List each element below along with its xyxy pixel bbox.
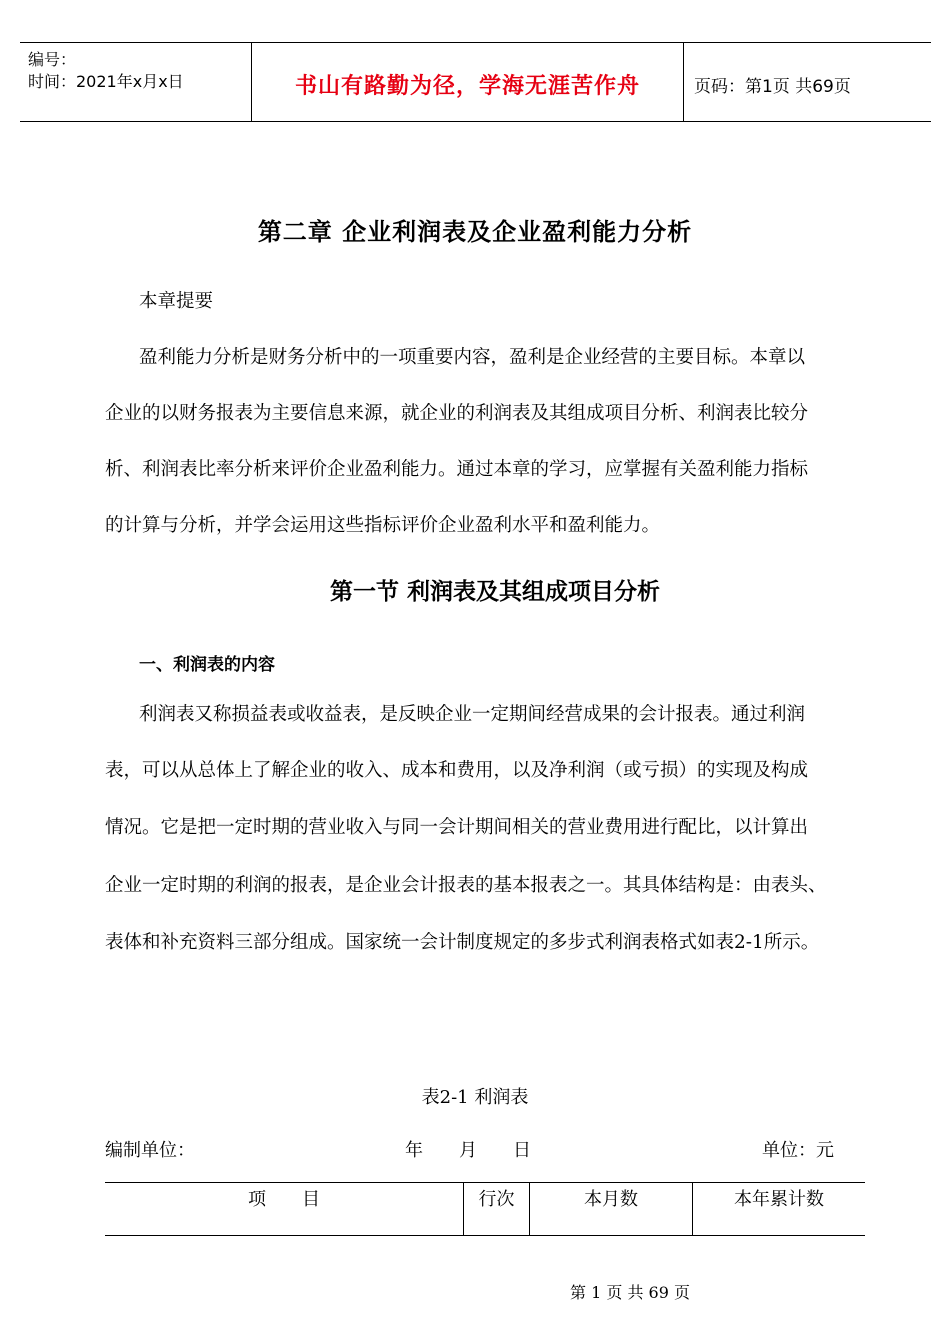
chapter-title: 第二章 企业利润表及企业盈利能力分析	[257, 218, 693, 246]
motto: 书山有路勤为径，学海无涯苦作舟	[294, 74, 640, 99]
header-info-cell	[20, 43, 252, 121]
page-header	[20, 42, 931, 122]
table-caption: 表2-1 利润表	[421, 1087, 529, 1108]
time-label: 时间：2021年x月x日	[28, 72, 184, 91]
income-statement-table	[105, 1182, 865, 1236]
col-header-line-no: 行次	[478, 1189, 515, 1210]
summary-line: 析、利润表比率分析来评价企业盈利能力。通过本章的学习，应掌握有关盈利能力指标	[105, 459, 809, 480]
page-info: 页码：第1页 共69页	[694, 77, 851, 97]
body-line: 表，可以从总体上了解企业的收入、成本和费用，以及净利润（或亏损）的实现及构成	[105, 760, 809, 781]
section-title: 第一节 利润表及其组成项目分析	[329, 579, 660, 605]
code-label: 编号：	[28, 50, 77, 69]
body-line: 利润表又称损益表或收益表，是反映企业一定期间经营成果的会计报表。通过利润	[139, 704, 806, 725]
summary-line: 企业的以财务报表为主要信息来源，就企业的利润表及其组成项目分析、利润表比较分	[105, 403, 809, 424]
page-footer: 第 1 页 共 69 页	[570, 1283, 690, 1302]
summary-heading: 本章提要	[139, 291, 214, 312]
date-label: 年 月 日	[405, 1140, 531, 1161]
col-header-month: 本月数	[584, 1189, 638, 1210]
body-line: 企业一定时期的利润的报表，是企业会计报表的基本报表之一。其具体结构是：由表头、	[105, 875, 827, 896]
preparer-label: 编制单位：	[105, 1140, 195, 1161]
summary-line: 盈利能力分析是财务分析中的一项重要内容，盈利是企业经营的主要目标。本章以	[139, 347, 806, 368]
body-line: 情况。它是把一定时期的营业收入与同一会计期间相关的营业费用进行配比，以计算出	[105, 817, 809, 838]
col-header-ytd: 本年累计数	[734, 1189, 824, 1210]
header-page-cell	[684, 43, 931, 121]
col-header-item: 项 目	[248, 1189, 320, 1210]
body-line: 表体和补充资料三部分组成。国家统一会计制度规定的多步式利润表格式如表2-1所示。	[105, 932, 820, 953]
unit-label: 单位：元	[762, 1140, 834, 1161]
header-motto-cell	[252, 43, 684, 121]
summary-line: 的计算与分析，并学会运用这些指标评价企业盈利水平和盈利能力。	[105, 515, 661, 536]
subsection-heading: 一、利润表的内容	[139, 655, 275, 675]
